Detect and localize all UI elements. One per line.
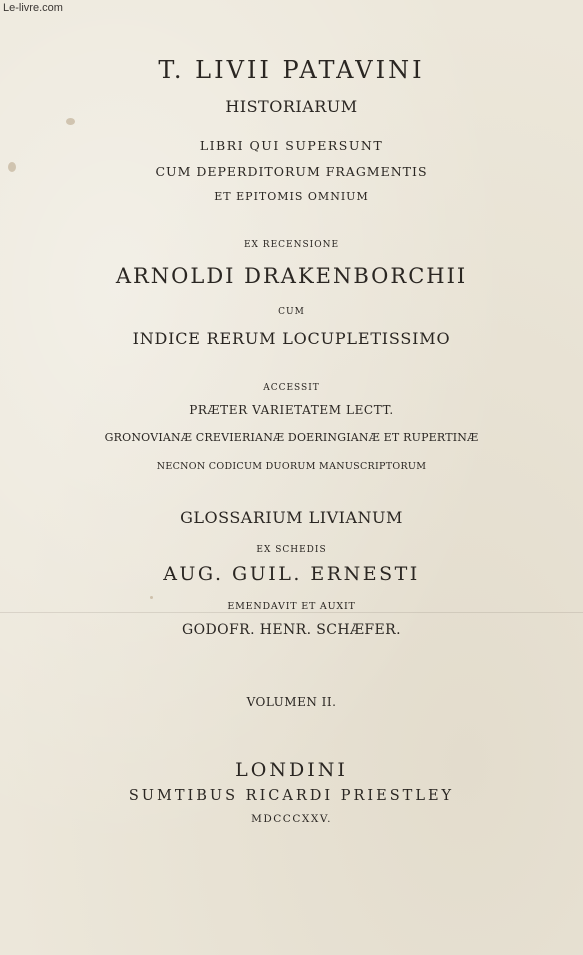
volume-label: VOLUMEN II.	[246, 695, 337, 709]
paper-fold-line	[0, 612, 583, 613]
imprint-city: LONDINI	[235, 759, 348, 781]
glossary-emendavit: EMENDAVIT ET AUXIT	[227, 601, 356, 612]
glossary-ex: EX SCHEDIS	[256, 545, 327, 555]
accessit-line-2: GRONOVIANÆ CREVIERIANÆ DOERINGIANÆ ET RUPERTINÆ	[104, 431, 479, 444]
recension-intro: EX RECENSIONE	[243, 240, 340, 250]
accessit-line-1: PRÆTER VARIETATEM LECTT.	[189, 403, 394, 417]
accessit-line-3: NECNON CODICUM DUORUM MANUSCRIPTORUM	[156, 461, 427, 472]
watermark: Le-livre.com	[3, 2, 63, 14]
subtitle-line-3: ET EPITOMIS OMNIUM	[214, 190, 369, 203]
glossary-author: AUG. GUIL. ERNESTI	[163, 563, 420, 585]
glossary-title: GLOSSARIUM LIVIANUM	[180, 508, 403, 527]
foxing-spot	[66, 118, 75, 125]
imprint-publisher: SUMTIBUS RICARDI PRIESTLEY	[128, 788, 455, 804]
subtitle-line-2: CUM DEPERDITORUM FRAGMENTIS	[155, 164, 428, 179]
author-title: T. LIVII PATAVINI	[158, 56, 425, 84]
subtitle-line-1: LIBRI QUI SUPERSUNT	[199, 138, 384, 153]
index-line: INDICE RERUM LOCUPLETISSIMO	[132, 329, 451, 348]
work-title: HISTORIARUM	[225, 97, 358, 116]
imprint-year: MDCCCXXV.	[251, 813, 332, 825]
accessit-intro: ACCESSIT	[263, 383, 320, 393]
glossary-reviser: GODOFR. HENR. SCHÆFER.	[182, 622, 401, 638]
foxing-spot	[150, 596, 153, 599]
editor-name: ARNOLDI DRAKENBORCHII	[115, 264, 468, 288]
cum-label: CUM	[278, 307, 305, 317]
